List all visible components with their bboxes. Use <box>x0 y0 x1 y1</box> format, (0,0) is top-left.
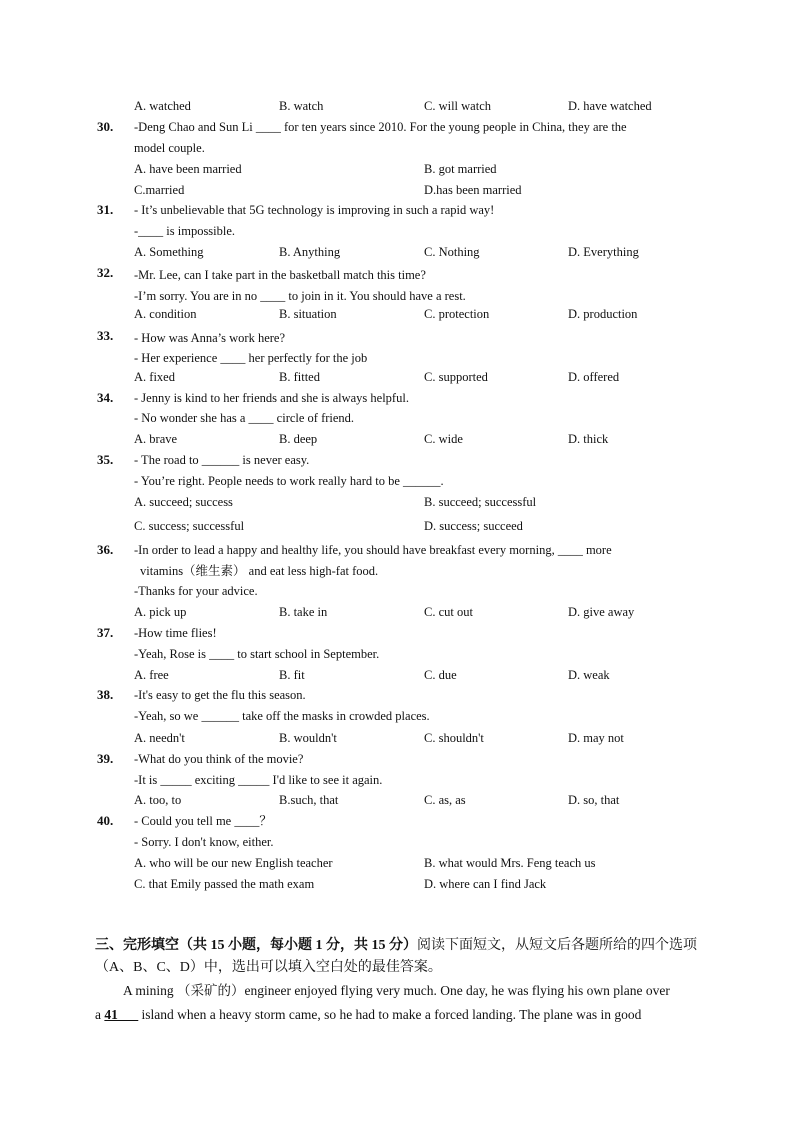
q36-number: 36. <box>97 542 114 557</box>
q37-option-c: C. due <box>424 668 457 682</box>
q39-option-d: D. so, that <box>568 793 620 807</box>
q32-stem-line2: -I’m sorry. You are in no ____ to join in it. You should have a rest. <box>134 289 466 303</box>
q33-option-d: D. offered <box>568 370 620 384</box>
q32-stem-line1: -Mr. Lee, can I take part in the basketball match this time? <box>134 268 426 282</box>
q32-option-a: A. condition <box>134 307 197 321</box>
q34-number: 34. <box>97 390 114 405</box>
q40-option-a: A. who will be our new English teacher <box>134 856 333 870</box>
section3-heading: 三、完形填空（共 15 小题，每小题 1 分，共 15 分） <box>95 938 417 953</box>
q39-number: 39. <box>97 751 114 766</box>
q36-option-b: B. take in <box>279 605 328 619</box>
q36-stem-line1: -In order to lead a happy and healthy life, you should have breakfast every morning, ____ more <box>134 543 612 557</box>
q34-option-a: A. brave <box>134 432 178 446</box>
q35-option-a: A. succeed; success <box>134 495 233 509</box>
q29-option-b: B. watch <box>279 99 324 113</box>
q32-option-b: B. situation <box>279 307 337 321</box>
q38-option-c: C. shouldn't <box>424 731 484 745</box>
passage-line2-start: a <box>95 1007 105 1022</box>
q38-stem-line1: -It's easy to get the flu this season. <box>134 688 306 702</box>
q34-stem-line1: - Jenny is kind to her friends and she is always helpful. <box>134 391 409 405</box>
q37-option-a: A. free <box>134 668 169 682</box>
q30-option-a: A. have been married <box>134 162 242 176</box>
q31-stem-line1: - It’s unbelievable that 5G technology is improving in such a rapid way! <box>134 203 495 217</box>
q35-stem-line2: - You’re right. People needs to work really hard to be ______. <box>134 474 444 488</box>
q40-option-b: B. what would Mrs. Feng teach us <box>424 856 596 870</box>
q36-stem-line3: -Thanks for your advice. <box>134 584 258 598</box>
q37-option-b: B. fit <box>279 668 305 682</box>
q29-option-c: C. will watch <box>424 99 492 113</box>
q35-number: 35. <box>97 452 114 467</box>
q32-option-c: C. protection <box>424 307 490 321</box>
q36-stem-line2: vitamins（维生素） and eat less high-fat food. <box>140 564 379 578</box>
q31-stem-line2: -____ is impossible. <box>134 224 236 238</box>
q32-option-d: D. production <box>568 307 638 321</box>
q34-option-b: B. deep <box>279 432 318 446</box>
q30-option-c: C.married <box>134 183 185 197</box>
q33-option-b: B. fitted <box>279 370 320 384</box>
q38-number: 38. <box>97 687 114 702</box>
q30-stem-line1: -Deng Chao and Sun Li ____ for ten years since 2010. For the young people in China, they are the <box>134 120 627 134</box>
q40-option-c: C. that Emily passed the math exam <box>134 877 315 891</box>
passage-line1: A mining （采矿的）engineer enjoyed flying very much. One day, he was flying his own plane over <box>123 983 670 998</box>
q38-stem-line2: -Yeah, so we ______ take off the masks in crowded places. <box>134 709 430 723</box>
q37-stem-line2: -Yeah, Rose is ____ to start school in September. <box>134 647 380 661</box>
q30-number: 30. <box>97 119 114 134</box>
q40-option-d: D. where can I find Jack <box>424 877 547 891</box>
q31-option-d: D. Everything <box>568 245 639 259</box>
q39-option-c: C. as, as <box>424 793 466 807</box>
q29-option-d: D. have watched <box>568 99 652 113</box>
q38-option-d: D. may not <box>568 731 624 745</box>
q36-option-c: C. cut out <box>424 605 473 619</box>
passage-line2-rest: island when a heavy storm came, so he had to make a forced landing. The plane was in good <box>138 1007 642 1022</box>
q38-option-a: A. needn't <box>134 731 185 745</box>
q34-stem-line2: - No wonder she has a ____ circle of friend. <box>134 411 355 425</box>
q29-option-a: A. watched <box>134 99 191 113</box>
q34-option-c: C. wide <box>424 432 463 446</box>
q33-stem-line1: - How was Anna’s work here? <box>134 331 286 345</box>
q31-option-a: A. Something <box>134 245 204 259</box>
q37-number: 37. <box>97 625 114 640</box>
q35-option-b: B. succeed; successful <box>424 495 537 509</box>
q33-option-a: A. fixed <box>134 370 175 384</box>
q40-number: 40. <box>97 813 114 828</box>
q39-stem-line2: -It is _____ exciting _____ I'd like to see it again. <box>134 773 383 787</box>
q36-option-d: D. give away <box>568 605 635 619</box>
q32-number: 32. <box>97 265 114 280</box>
q38-option-b: B. wouldn't <box>279 731 337 745</box>
q35-option-d: D. success; succeed <box>424 519 523 533</box>
q35-stem-line1: - The road to ______ is never easy. <box>134 453 310 467</box>
q39-stem-line1: -What do you think of the movie? <box>134 752 304 766</box>
q34-option-d: D. thick <box>568 432 609 446</box>
q33-option-c: C. supported <box>424 370 488 384</box>
q40-stem-line1: - Could you tell me ____？ <box>134 814 272 828</box>
section3-heading-line <box>95 936 697 956</box>
q30-option-d: D.has been married <box>424 183 522 197</box>
blank-41: 41___ <box>104 1007 139 1022</box>
q39-option-a: A. too, to <box>134 793 182 807</box>
q33-number: 33. <box>97 328 114 343</box>
section3-instruction-line1: 阅读下面短文，从短文后各题所给的四个选项 <box>417 938 697 953</box>
q31-option-b: B. Anything <box>279 245 341 259</box>
q31-option-c: C. Nothing <box>424 245 480 259</box>
q33-stem-line2: - Her experience ____ her perfectly for the job <box>134 351 368 365</box>
q30-option-b: B. got married <box>424 162 497 176</box>
q36-option-a: A. pick up <box>134 605 187 619</box>
q37-option-d: D. weak <box>568 668 610 682</box>
q39-option-b: B.such, that <box>279 793 339 807</box>
section3-instruction-line2: （A、B、C、D）中，选出可以填入空白处的最佳答案。 <box>95 960 442 975</box>
q40-stem-line2: - Sorry. I don't know, either. <box>134 835 274 849</box>
passage-line2 <box>95 1005 699 1025</box>
q31-number: 31. <box>97 202 114 217</box>
q37-stem-line1: -How time flies! <box>134 626 217 640</box>
q30-stem-line2: model couple. <box>134 141 205 155</box>
q35-option-c: C. success; successful <box>134 519 245 533</box>
